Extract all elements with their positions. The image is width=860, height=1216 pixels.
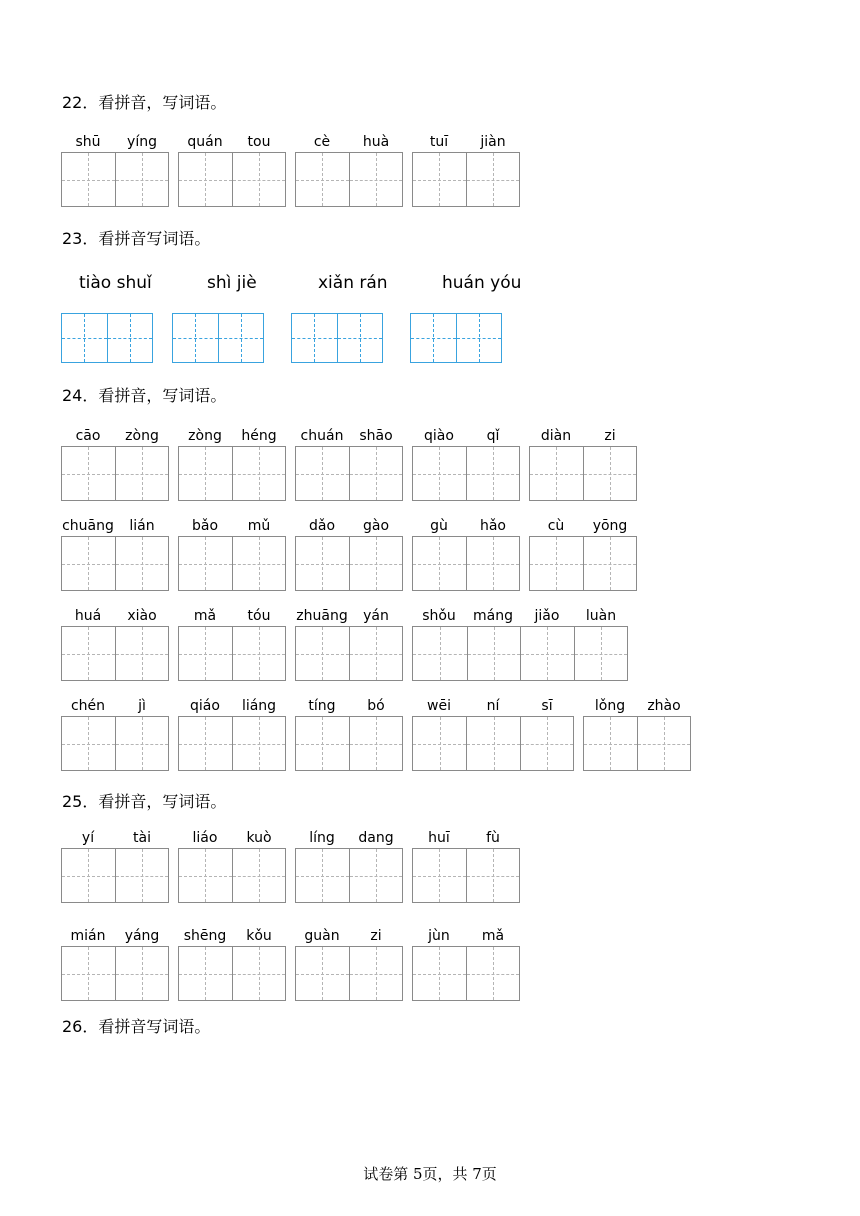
character-box[interactable] <box>115 627 168 680</box>
pinyin-label: shēng <box>183 928 227 944</box>
pinyin-label: tóu <box>247 608 271 624</box>
pinyin-label: dang <box>358 830 394 846</box>
writing-boxes <box>178 848 286 903</box>
character-box[interactable] <box>411 314 456 362</box>
character-box[interactable] <box>179 947 232 1000</box>
writing-boxes <box>61 716 169 771</box>
question-23-title: 23．看拼音写词语。 <box>62 229 211 248</box>
writing-boxes <box>61 313 153 363</box>
pinyin-label: xiào <box>127 608 157 624</box>
character-box[interactable] <box>413 717 466 770</box>
page-footer: 试卷第 5页，共 7页 <box>363 1165 497 1183</box>
character-box[interactable] <box>115 947 168 1000</box>
character-box[interactable] <box>574 627 628 680</box>
pinyin-label: máng <box>473 608 513 624</box>
pinyin-label: jiàn <box>480 134 506 150</box>
character-box[interactable] <box>466 717 519 770</box>
writing-boxes <box>295 536 403 591</box>
writing-boxes <box>178 446 286 501</box>
pinyin-label: huī <box>428 830 450 846</box>
pinyin-label: liáng <box>241 698 277 714</box>
character-box[interactable] <box>466 153 519 206</box>
character-box[interactable] <box>115 849 168 902</box>
pinyin-label: chén <box>70 698 106 714</box>
pinyin-label: yí <box>81 830 95 846</box>
pinyin-label: shū <box>75 134 101 150</box>
character-box[interactable] <box>179 627 232 680</box>
character-box[interactable] <box>62 537 115 590</box>
pinyin-label: yōng <box>592 518 628 534</box>
pinyin-label: lián <box>129 518 155 534</box>
pinyin-label: zi <box>604 428 616 444</box>
character-box[interactable] <box>337 314 382 362</box>
pinyin-label: dǎo <box>308 518 336 534</box>
character-box[interactable] <box>349 627 402 680</box>
character-box[interactable] <box>232 447 285 500</box>
character-box[interactable] <box>179 849 232 902</box>
writing-boxes <box>412 626 628 681</box>
pinyin-label: tuī <box>429 134 449 150</box>
character-box[interactable] <box>296 849 349 902</box>
pinyin-label: zhuāng <box>296 608 348 624</box>
writing-boxes <box>583 716 691 771</box>
pinyin-label: kǒu <box>246 928 272 944</box>
writing-boxes <box>529 536 637 591</box>
character-box[interactable] <box>62 314 107 362</box>
writing-boxes <box>410 313 502 363</box>
pinyin-label: mián <box>70 928 106 944</box>
pinyin-label: bó <box>367 698 385 714</box>
character-box[interactable] <box>349 447 402 500</box>
pinyin-label: huá <box>74 608 102 624</box>
character-box[interactable] <box>349 947 402 1000</box>
character-box[interactable] <box>467 627 521 680</box>
writing-boxes <box>412 946 520 1001</box>
pinyin-label: mǎ <box>481 928 505 944</box>
pinyin-label: fù <box>486 830 500 846</box>
writing-boxes <box>61 946 169 1001</box>
character-box[interactable] <box>62 153 115 206</box>
character-box[interactable] <box>466 447 519 500</box>
question-26-title: 26．看拼音写词语。 <box>62 1017 211 1036</box>
pinyin-label: mǔ <box>247 518 271 534</box>
character-box[interactable] <box>232 717 285 770</box>
character-box[interactable] <box>173 314 218 362</box>
character-box[interactable] <box>349 849 402 902</box>
pinyin-label: mǎ <box>193 608 217 624</box>
pinyin-label: luàn <box>585 608 617 624</box>
character-box[interactable] <box>115 447 168 500</box>
writing-boxes <box>412 152 520 207</box>
character-box[interactable] <box>179 717 232 770</box>
writing-boxes <box>178 946 286 1001</box>
writing-boxes <box>178 536 286 591</box>
character-box[interactable] <box>115 717 168 770</box>
character-box[interactable] <box>62 627 115 680</box>
pinyin-label: qǐ <box>486 428 500 444</box>
character-box[interactable] <box>530 447 583 500</box>
question-24-title: 24．看拼音，写词语。 <box>62 386 227 405</box>
pinyin-label: yán <box>363 608 389 624</box>
pinyin-label: zòng <box>125 428 159 444</box>
pinyin-label: tou <box>247 134 271 150</box>
character-box[interactable] <box>583 447 636 500</box>
pinyin-label: liáo <box>192 830 218 846</box>
pinyin-label: zi <box>370 928 382 944</box>
character-box[interactable] <box>349 153 402 206</box>
writing-boxes <box>178 626 286 681</box>
writing-boxes <box>61 626 169 681</box>
writing-boxes <box>412 848 520 903</box>
character-box[interactable] <box>456 314 501 362</box>
character-box[interactable] <box>413 153 466 206</box>
writing-boxes <box>61 446 169 501</box>
pinyin-label: shāo <box>359 428 393 444</box>
writing-boxes <box>61 848 169 903</box>
pinyin-label: jùn <box>428 928 450 944</box>
pinyin-label: sī <box>541 698 553 714</box>
writing-boxes <box>295 716 403 771</box>
writing-boxes <box>412 536 520 591</box>
pinyin-label: shǒu <box>422 608 456 624</box>
character-box[interactable] <box>637 717 690 770</box>
character-box[interactable] <box>583 537 636 590</box>
pinyin-label: tài <box>133 830 151 846</box>
pinyin-label: huà <box>362 134 390 150</box>
character-box[interactable] <box>179 447 232 500</box>
pinyin-label: zòng <box>188 428 222 444</box>
pinyin-label: qiào <box>424 428 454 444</box>
writing-boxes <box>178 152 286 207</box>
character-box[interactable] <box>349 537 402 590</box>
character-box[interactable] <box>232 947 285 1000</box>
character-box[interactable] <box>520 717 573 770</box>
pinyin-label: guàn <box>304 928 340 944</box>
writing-boxes <box>291 313 383 363</box>
character-box[interactable] <box>232 537 285 590</box>
pinyin-label: gào <box>362 518 390 534</box>
character-box[interactable] <box>296 947 349 1000</box>
character-box[interactable] <box>413 627 467 680</box>
character-box[interactable] <box>62 447 115 500</box>
character-box[interactable] <box>413 447 466 500</box>
writing-boxes <box>295 446 403 501</box>
character-box[interactable] <box>530 537 583 590</box>
pinyin-label: cè <box>313 134 331 150</box>
question-22-title: 22．看拼音，写词语。 <box>62 93 227 112</box>
pinyin-label: héng <box>241 428 277 444</box>
character-box[interactable] <box>520 627 574 680</box>
character-box[interactable] <box>584 717 637 770</box>
pinyin-label: tiào shuǐ <box>79 273 152 293</box>
pinyin-label: chuán <box>300 428 344 444</box>
character-box[interactable] <box>413 537 466 590</box>
pinyin-label: ní <box>486 698 500 714</box>
character-box[interactable] <box>349 717 402 770</box>
writing-boxes <box>412 446 520 501</box>
character-box[interactable] <box>466 537 519 590</box>
writing-boxes <box>412 716 574 771</box>
character-box[interactable] <box>296 447 349 500</box>
character-box[interactable] <box>179 537 232 590</box>
writing-boxes <box>529 446 637 501</box>
writing-boxes <box>178 716 286 771</box>
writing-boxes <box>295 626 403 681</box>
writing-boxes <box>172 313 264 363</box>
writing-boxes <box>295 946 403 1001</box>
pinyin-label: cù <box>547 518 565 534</box>
character-box[interactable] <box>413 947 466 1000</box>
character-box[interactable] <box>115 537 168 590</box>
pinyin-label: xiǎn rán <box>318 273 388 293</box>
pinyin-label: líng <box>309 830 335 846</box>
character-box[interactable] <box>179 153 232 206</box>
pinyin-label: quán <box>187 134 223 150</box>
character-box[interactable] <box>232 153 285 206</box>
pinyin-label: lǒng <box>594 698 626 714</box>
pinyin-label: huán yóu <box>442 273 522 293</box>
writing-boxes <box>61 152 169 207</box>
character-box[interactable] <box>296 627 349 680</box>
character-box[interactable] <box>466 849 519 902</box>
pinyin-label: wēi <box>427 698 451 714</box>
pinyin-label: cāo <box>75 428 101 444</box>
character-box[interactable] <box>232 627 285 680</box>
pinyin-label: yíng <box>127 134 157 150</box>
pinyin-label: chuāng <box>62 518 114 534</box>
pinyin-label: hǎo <box>479 518 507 534</box>
pinyin-label: shì jiè <box>207 273 257 293</box>
character-box[interactable] <box>292 314 337 362</box>
character-box[interactable] <box>232 849 285 902</box>
character-box[interactable] <box>62 849 115 902</box>
character-box[interactable] <box>107 314 152 362</box>
writing-boxes <box>295 152 403 207</box>
pinyin-label: jiǎo <box>534 608 560 624</box>
character-box[interactable] <box>62 947 115 1000</box>
character-box[interactable] <box>218 314 263 362</box>
question-25-title: 25．看拼音，写词语。 <box>62 792 227 811</box>
character-box[interactable] <box>413 849 466 902</box>
character-box[interactable] <box>115 153 168 206</box>
pinyin-label: qiáo <box>190 698 220 714</box>
character-box[interactable] <box>296 537 349 590</box>
writing-boxes <box>295 848 403 903</box>
pinyin-label: gù <box>430 518 448 534</box>
pinyin-label: kuò <box>246 830 272 846</box>
pinyin-label: zhào <box>647 698 681 714</box>
character-box[interactable] <box>466 947 519 1000</box>
character-box[interactable] <box>296 717 349 770</box>
writing-boxes <box>61 536 169 591</box>
character-box[interactable] <box>62 717 115 770</box>
character-box[interactable] <box>296 153 349 206</box>
pinyin-label: bǎo <box>191 518 219 534</box>
pinyin-label: yáng <box>124 928 160 944</box>
pinyin-label: jì <box>138 698 146 714</box>
pinyin-label: diàn <box>540 428 572 444</box>
pinyin-label: tíng <box>308 698 336 714</box>
